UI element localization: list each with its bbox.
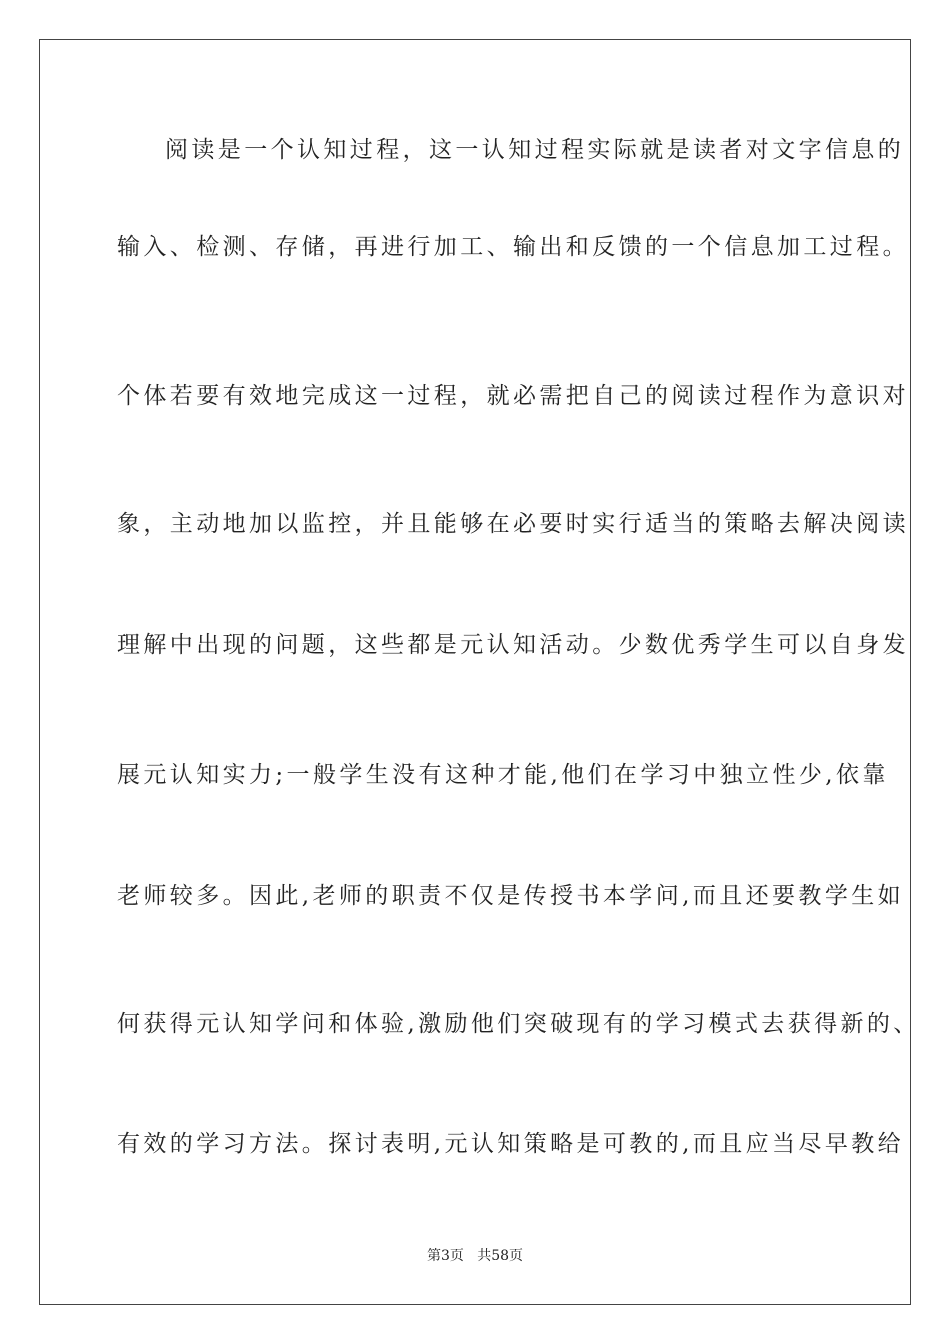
paragraph-line: 个体若要有效地完成这一过程，就必需把自己的阅读过程作为意识对 — [117, 383, 909, 409]
paragraph-line: 输入、检测、存储，再进行加工、输出和反馈的一个信息加工过程。 — [117, 234, 909, 260]
paragraph-line: 阅读是一个认知过程，这一认知过程实际就是读者对文字信息的 — [165, 137, 905, 163]
paragraph-line: 象，主动地加以监控，并且能够在必要时实行适当的策略去解决阅读 — [117, 511, 909, 537]
paragraph-line: 有效的学习方法。探讨表明,元认知策略是可教的,而且应当尽早教给 — [117, 1131, 905, 1157]
paragraph-line: 何获得元认知学问和体验,激励他们突破现有的学习模式去获得新的、 — [117, 1011, 920, 1037]
paragraph-line: 展元认知实力;一般学生没有这种才能,他们在学习中独立性少,依靠 — [117, 762, 889, 788]
paragraph-line: 理解中出现的问题，这些都是元认知活动。少数优秀学生可以自身发 — [117, 632, 909, 658]
paragraph-line: 老师较多。因此,老师的职责不仅是传授书本学问,而且还要教学生如 — [117, 883, 905, 909]
page-number-footer: 第3页 共58页 — [426, 1248, 524, 1264]
